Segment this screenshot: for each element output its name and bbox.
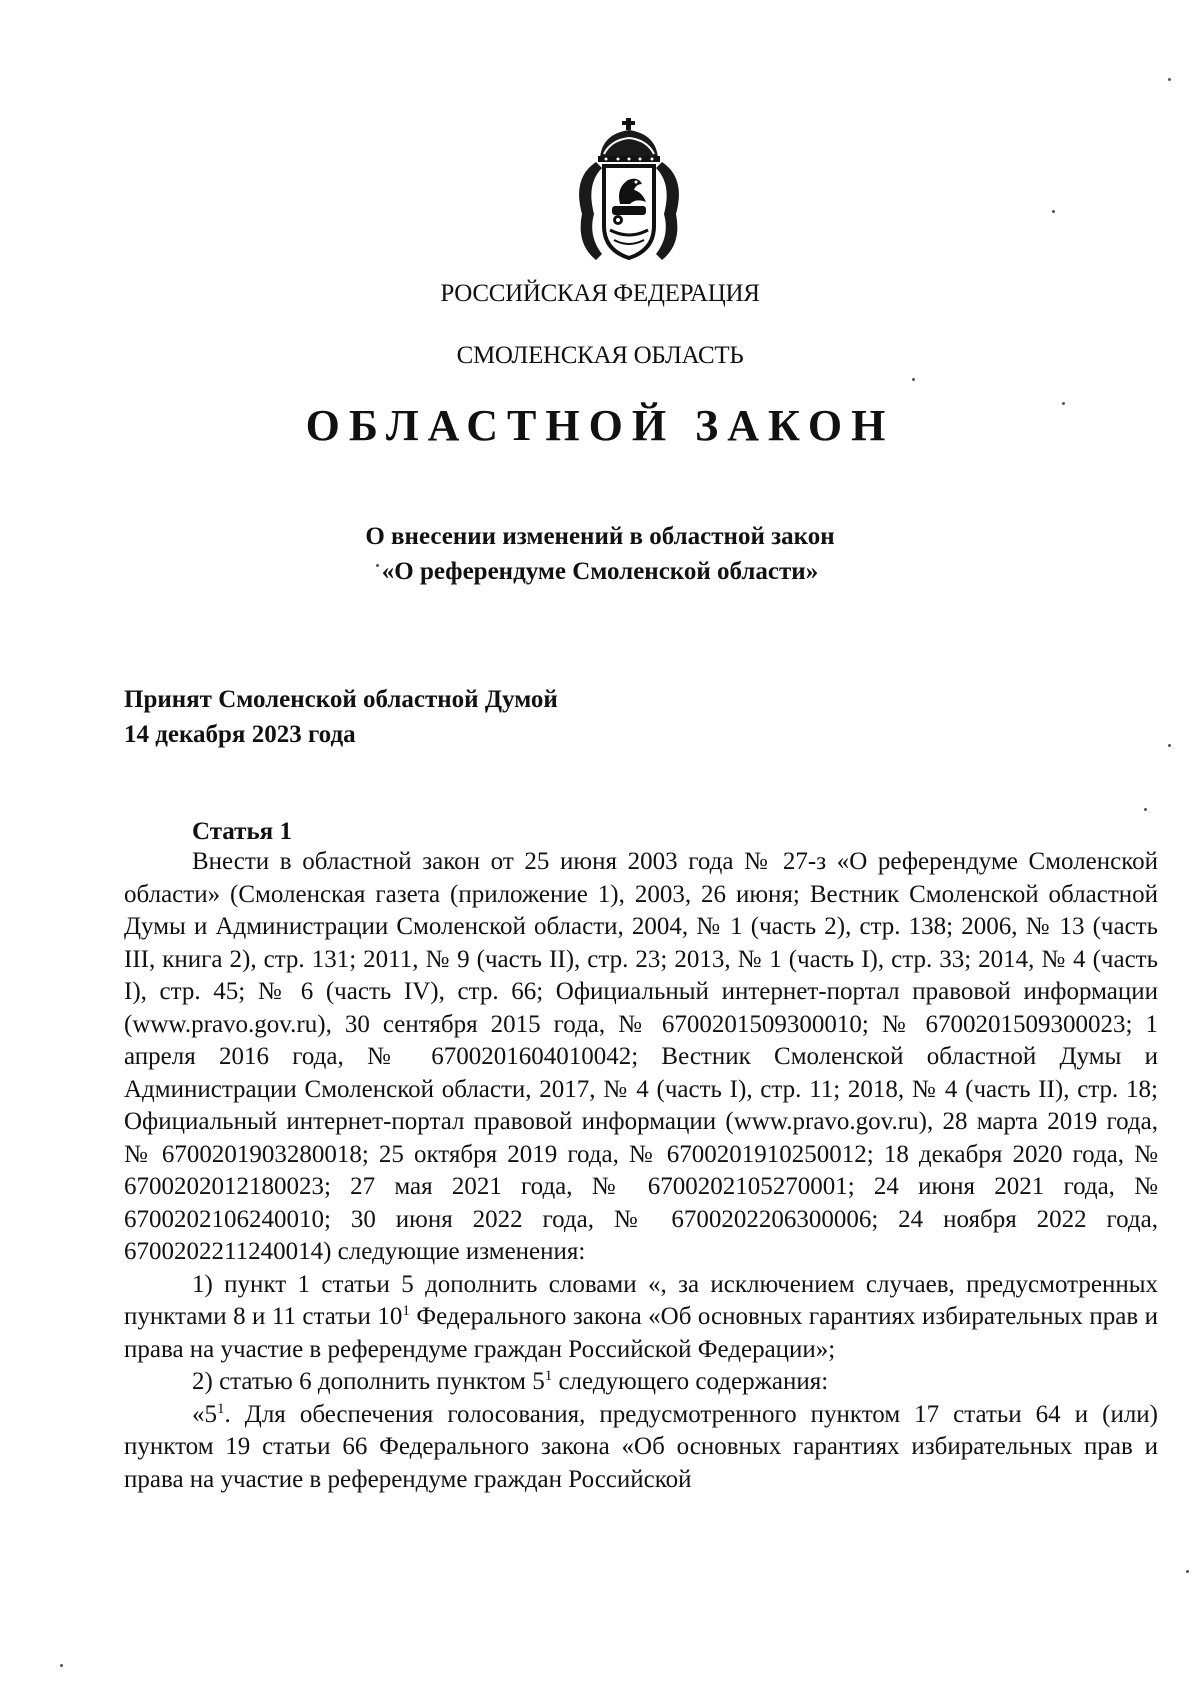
superscript: 1 xyxy=(217,1400,225,1417)
adoption-body: Принят Смоленской областной Думой xyxy=(124,686,558,713)
scan-speck xyxy=(912,378,915,381)
item-text: 1) пункт 1 статьи 5 дополнить словами «, за исключением случаев, предусмотренных пунктами 8 и 11 статьи 10 xyxy=(124,1270,1158,1330)
law-title xyxy=(0,519,1200,589)
scan-speck xyxy=(1168,744,1171,747)
article-item-2 xyxy=(124,1366,1158,1399)
scan-speck xyxy=(1186,1570,1189,1573)
coat-of-arms-emblem xyxy=(566,118,692,268)
article-paragraph: Внести в областной закон от 25 июня 2003 года № 27-з «О референдуме Смоленской области» (Смоленская газета (приложение 1), 2003, 26 июня; Вестник Смоленской областной Думы и Администрации Смоленской области, 2004, № 1 (часть 2), стр. 138; 2006, № 13 (часть III, книга 2), стр. 131; 2011, № 9 (часть II), стр. 23; 2013, № 1 (часть I), стр. 33; 2014, № 4 (часть I), стр. 45; № 6 (часть IV), стр. 66; Официальный интернет-портал правовой информации (www.pravo.gov.ru), 30 сентября 2015 года, № 6700201509300010; № 6700201509300023; 1 апреля 2016 года, № 6700201604010042; Вестник Смоленской областной Думы и Администрации Смоленской области, 2017, № 4 (часть I), стр. 11; 2018, № 4 (часть II), стр. 18; Официальный интернет-портал правовой информации (www.pravo.gov.ru), 28 марта 2019 года, № 6700201903280018; 25 октября 2019 года, № 6700201910250012; 18 декабря 2020 года, № 6700202012180023; 27 мая 2021 года, № 6700202105270001; 24 июня 2021 года, № 6700202106240010; 30 июня 2022 года, № 6700202206300006; 24 ноября 2022 года, 6700202211240014) следующие изменения: xyxy=(124,848,1158,1265)
scan-speck xyxy=(1144,808,1147,811)
scan-speck xyxy=(1052,210,1055,213)
scan-speck xyxy=(1062,402,1065,405)
article-heading: Статья 1 xyxy=(192,818,292,845)
law-title-line1: О внесении изменений в областной закон xyxy=(365,523,835,550)
scan-speck xyxy=(376,564,379,567)
law-title-line2: «О референдуме Смоленской области» xyxy=(381,558,819,585)
article-item-1 xyxy=(124,1269,1158,1367)
scan-speck xyxy=(60,1664,63,1667)
article-body xyxy=(124,846,1158,1496)
country-name: РОССИЙСКАЯ ФЕДЕРАЦИЯ xyxy=(440,280,760,307)
item-text: следующего содержания: xyxy=(552,1368,829,1395)
item-text: 2) статью 6 дополнить пунктом 5 xyxy=(192,1368,545,1395)
document-type-heading: ОБЛАСТНОЙ ЗАКОН xyxy=(305,401,895,450)
scan-speck xyxy=(1168,78,1171,81)
superscript: 1 xyxy=(544,1368,553,1384)
item-text: . Для обеспечения голосования, предусмотренного пунктом 17 статьи 64 и (или) пунктом 19 статьи 66 Федерального закона «Об основных гарантиях избирательных прав и права на участие в референдуме граждан Российской xyxy=(124,1400,1158,1493)
item-text: «5 xyxy=(192,1400,217,1428)
article-item-3 xyxy=(124,1399,1158,1497)
item-text: Федерального закона «Об основных гарантиях избирательных прав и права на участие в референдуме граждан Российской Федерации»; xyxy=(124,1303,1158,1363)
adoption-info xyxy=(124,682,558,752)
superscript: 1 xyxy=(402,1303,410,1319)
adoption-date: 14 декабря 2023 года xyxy=(124,721,356,748)
region-name: СМОЛЕНСКАЯ ОБЛАСТЬ xyxy=(456,342,744,369)
